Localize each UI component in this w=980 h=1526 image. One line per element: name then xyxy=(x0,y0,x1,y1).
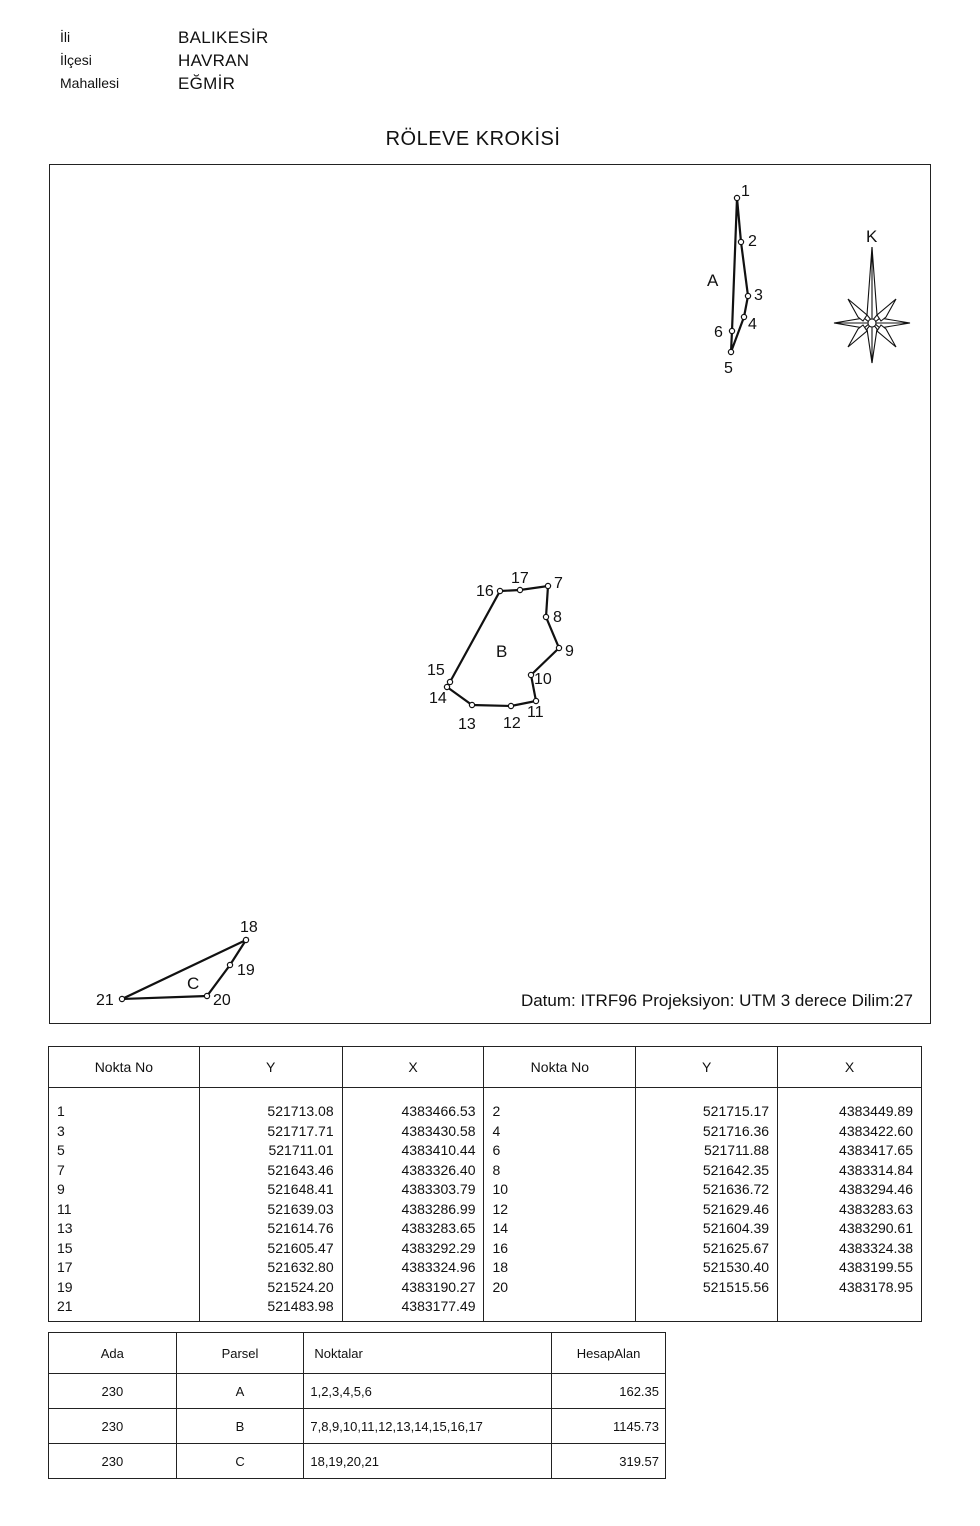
vertex-6 xyxy=(729,328,734,333)
vertex-21 xyxy=(119,996,124,1001)
table-cell: 4383283.63 xyxy=(778,1200,922,1220)
col-header-hesapalan: HesapAlan xyxy=(552,1333,666,1374)
vertex-20 xyxy=(204,993,209,998)
table-cell: 4383326.40 xyxy=(342,1161,484,1181)
parcel-header-row xyxy=(49,1333,666,1374)
table-cell: 521605.47 xyxy=(199,1239,342,1259)
table-cell: 7,8,9,10,11,12,13,14,15,16,17 xyxy=(304,1409,552,1444)
point-label-15: 15 xyxy=(427,662,445,679)
vertex-2 xyxy=(738,239,743,244)
table-cell: 230 xyxy=(49,1374,177,1409)
coordinates-table xyxy=(48,1046,922,1322)
table-cell: 521629.46 xyxy=(636,1200,778,1220)
page-title: RÖLEVE KROKİSİ xyxy=(385,128,561,150)
table-cell: 230 xyxy=(49,1444,177,1479)
col-header-nokta-no-1: Nokta No xyxy=(49,1047,200,1088)
point-label-4: 4 xyxy=(748,316,757,333)
table-cell: 12 xyxy=(484,1200,636,1220)
table-cell: 8 xyxy=(484,1161,636,1181)
table-cell: 6 xyxy=(484,1141,636,1161)
col-header-x-2: X xyxy=(778,1047,922,1088)
vertex-16 xyxy=(497,588,502,593)
point-labels xyxy=(96,183,763,1009)
table-cell: 521530.40 xyxy=(636,1258,778,1278)
table-cell: 319.57 xyxy=(552,1444,666,1479)
vertex-markers xyxy=(119,195,750,1001)
point-label-3: 3 xyxy=(754,287,763,304)
table-cell: 4383449.89 xyxy=(778,1088,922,1122)
table-cell: 7 xyxy=(49,1161,200,1181)
parcel-table xyxy=(48,1332,666,1479)
north-arrow-icon xyxy=(834,247,910,363)
table-cell: 521643.46 xyxy=(199,1161,342,1181)
table-cell: 4383199.55 xyxy=(778,1258,922,1278)
table-cell: 521713.08 xyxy=(199,1088,342,1122)
table-cell: 4383292.29 xyxy=(342,1239,484,1259)
table-row xyxy=(49,1239,922,1259)
table-cell: 521636.72 xyxy=(636,1180,778,1200)
point-label-21: 21 xyxy=(96,992,114,1009)
table-row xyxy=(49,1219,922,1239)
table-row xyxy=(49,1161,922,1181)
vertex-10 xyxy=(528,672,533,677)
table-row xyxy=(49,1409,666,1444)
ilce-label: İlçesi xyxy=(60,52,92,68)
table-cell: 19 xyxy=(49,1278,200,1298)
point-label-1: 1 xyxy=(741,183,750,200)
table-cell: 521639.03 xyxy=(199,1200,342,1220)
table-cell: 4383190.27 xyxy=(342,1278,484,1298)
table-cell: 521716.36 xyxy=(636,1122,778,1142)
table-cell: 4383422.60 xyxy=(778,1122,922,1142)
table-cell: 13 xyxy=(49,1219,200,1239)
table-cell: 1 xyxy=(49,1088,200,1122)
point-label-2: 2 xyxy=(748,233,757,250)
point-label-8: 8 xyxy=(553,609,562,626)
table-cell: A xyxy=(176,1374,304,1409)
vertex-7 xyxy=(545,583,550,588)
table-row xyxy=(49,1200,922,1220)
table-cell: 11 xyxy=(49,1200,200,1220)
table-row xyxy=(49,1180,922,1200)
table-cell: 4383283.65 xyxy=(342,1219,484,1239)
table-cell: 4 xyxy=(484,1122,636,1142)
point-label-9: 9 xyxy=(565,643,574,660)
table-row xyxy=(49,1141,922,1161)
point-label-13: 13 xyxy=(458,716,476,733)
table-cell xyxy=(484,1297,636,1321)
col-header-y-2: Y xyxy=(636,1047,778,1088)
il-label: İli xyxy=(60,29,71,45)
table-cell: 521524.20 xyxy=(199,1278,342,1298)
table-row xyxy=(49,1374,666,1409)
point-label-6: 6 xyxy=(714,324,723,341)
table-cell: 1,2,3,4,5,6 xyxy=(304,1374,552,1409)
table-cell: 4383324.96 xyxy=(342,1258,484,1278)
table-cell: 5 xyxy=(49,1141,200,1161)
parcel-c-label: C xyxy=(187,974,200,993)
table-row xyxy=(49,1444,666,1479)
table-cell: 521715.17 xyxy=(636,1088,778,1122)
table-cell: 18 xyxy=(484,1258,636,1278)
table-cell: 18,19,20,21 xyxy=(304,1444,552,1479)
parcel-b-label: B xyxy=(496,642,508,661)
sketch-svg xyxy=(50,165,932,1025)
table-cell: 14 xyxy=(484,1219,636,1239)
table-cell: 16 xyxy=(484,1239,636,1259)
table-cell xyxy=(636,1297,778,1321)
point-label-5: 5 xyxy=(724,360,733,377)
table-cell: 4383177.49 xyxy=(342,1297,484,1321)
table-cell: 4383286.99 xyxy=(342,1200,484,1220)
ilce-value: HAVRAN xyxy=(178,51,250,70)
table-row xyxy=(49,1258,922,1278)
vertex-4 xyxy=(741,314,746,319)
point-label-14: 14 xyxy=(429,690,447,707)
table-row xyxy=(49,1122,922,1142)
vertex-17 xyxy=(517,587,522,592)
col-header-y-1: Y xyxy=(199,1047,342,1088)
il-value: BALIKESİR xyxy=(178,28,269,47)
table-cell: 3 xyxy=(49,1122,200,1142)
table-row xyxy=(49,1297,922,1321)
vertex-9 xyxy=(556,645,561,650)
vertex-12 xyxy=(508,703,513,708)
table-cell: 17 xyxy=(49,1258,200,1278)
datum-text: Datum: ITRF96 Projeksiyon: UTM 3 derece Dilim:27 xyxy=(520,991,913,1010)
point-label-12: 12 xyxy=(503,715,521,732)
table-cell: 4383178.95 xyxy=(778,1278,922,1298)
parcel-body xyxy=(49,1374,666,1479)
point-label-10: 10 xyxy=(534,671,552,688)
vertex-18 xyxy=(243,937,248,942)
col-header-ada: Ada xyxy=(49,1333,177,1374)
table-cell: 521648.41 xyxy=(199,1180,342,1200)
vertex-5 xyxy=(728,349,733,354)
col-header-nokta-no-2: Nokta No xyxy=(484,1047,636,1088)
table-cell: 21 xyxy=(49,1297,200,1321)
table-cell: 4383294.46 xyxy=(778,1180,922,1200)
table-cell: 521625.67 xyxy=(636,1239,778,1259)
point-label-16: 16 xyxy=(476,583,494,600)
table-cell: 521632.80 xyxy=(199,1258,342,1278)
table-cell: 521483.98 xyxy=(199,1297,342,1321)
table-cell: 4383466.53 xyxy=(342,1088,484,1122)
table-cell: 4383430.58 xyxy=(342,1122,484,1142)
table-cell: 521614.76 xyxy=(199,1219,342,1239)
mahalle-row xyxy=(60,72,269,95)
table-cell: 521717.71 xyxy=(199,1122,342,1142)
point-label-20: 20 xyxy=(213,992,231,1009)
table-cell: 4383314.84 xyxy=(778,1161,922,1181)
table-cell: 4383303.79 xyxy=(342,1180,484,1200)
coordinates-header-row xyxy=(49,1047,922,1088)
table-row xyxy=(49,1088,922,1122)
table-cell: 521642.35 xyxy=(636,1161,778,1181)
table-cell: 521711.01 xyxy=(199,1141,342,1161)
table-cell: 20 xyxy=(484,1278,636,1298)
table-cell: C xyxy=(176,1444,304,1479)
il-row xyxy=(60,26,269,49)
point-label-19: 19 xyxy=(237,962,255,979)
table-cell: 4383324.38 xyxy=(778,1239,922,1259)
vertex-19 xyxy=(227,962,232,967)
table-cell: 162.35 xyxy=(552,1374,666,1409)
vertex-11 xyxy=(533,698,538,703)
parcel-a-label: A xyxy=(707,271,719,290)
table-cell: 521515.56 xyxy=(636,1278,778,1298)
north-label: K xyxy=(866,227,878,246)
col-header-parsel: Parsel xyxy=(176,1333,304,1374)
table-cell: 521711.88 xyxy=(636,1141,778,1161)
table-cell: 4383410.44 xyxy=(342,1141,484,1161)
table-cell xyxy=(778,1297,922,1321)
table-cell: 4383290.61 xyxy=(778,1219,922,1239)
point-label-11: 11 xyxy=(527,704,544,721)
table-row xyxy=(49,1278,922,1298)
ilce-row xyxy=(60,49,269,72)
table-cell: 4383417.65 xyxy=(778,1141,922,1161)
coordinates-body xyxy=(49,1088,922,1322)
vertex-13 xyxy=(469,702,474,707)
table-cell: 15 xyxy=(49,1239,200,1259)
vertex-15 xyxy=(447,679,452,684)
point-label-18: 18 xyxy=(240,919,258,936)
vertex-14 xyxy=(444,684,449,689)
table-cell: 9 xyxy=(49,1180,200,1200)
sketch-map xyxy=(49,164,931,1024)
table-cell: 10 xyxy=(484,1180,636,1200)
table-cell: 230 xyxy=(49,1409,177,1444)
table-cell: 521604.39 xyxy=(636,1219,778,1239)
mahalle-value: EĞMİR xyxy=(178,74,236,93)
mahalle-label: Mahallesi xyxy=(60,75,120,91)
vertex-1 xyxy=(734,195,739,200)
col-header-x-1: X xyxy=(342,1047,484,1088)
table-cell: 1145.73 xyxy=(552,1409,666,1444)
vertex-8 xyxy=(543,614,548,619)
parcel-c-outline xyxy=(122,940,246,999)
vertex-3 xyxy=(745,293,750,298)
table-cell: B xyxy=(176,1409,304,1444)
location-header xyxy=(60,26,269,95)
col-header-noktalar: Noktalar xyxy=(304,1333,552,1374)
point-label-17: 17 xyxy=(511,570,529,587)
point-label-7: 7 xyxy=(554,575,563,592)
table-cell: 2 xyxy=(484,1088,636,1122)
